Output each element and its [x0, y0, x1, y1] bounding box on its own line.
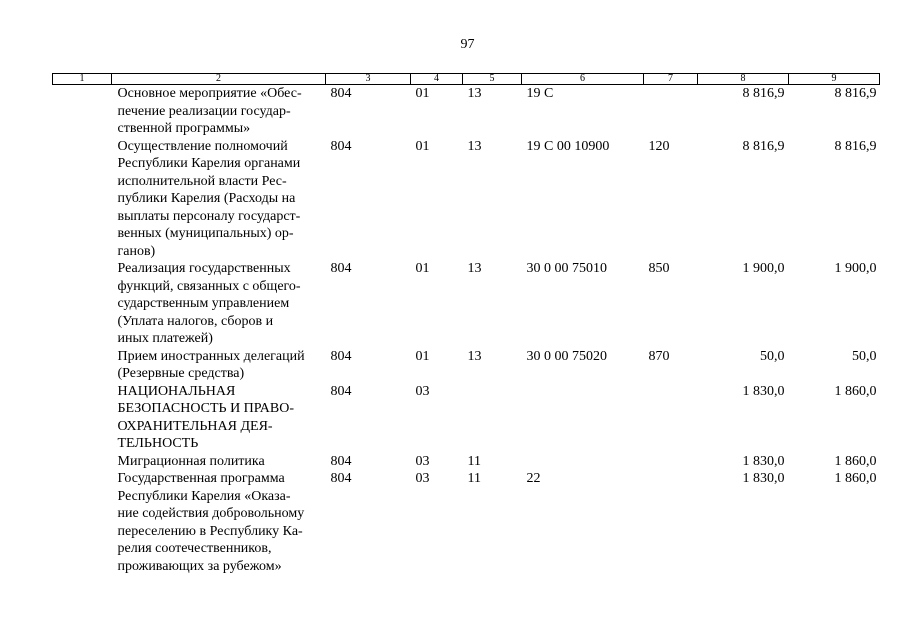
row-year1: 1 830,0 [742, 471, 785, 486]
row-index-cell [53, 348, 112, 383]
row-code: 804 [330, 383, 352, 399]
column-header-5: 5 [463, 74, 522, 85]
table-row [53, 470, 880, 575]
row-year1: 1 900,0 [742, 261, 785, 276]
row-target: 22 [526, 471, 541, 486]
row-section: 01 [415, 138, 430, 154]
row-code: 804 [330, 471, 352, 486]
row-name: НАЦИОНАЛЬНАЯ БЕЗОПАСНОСТЬ И ПРАВО- ОХРАНИТЕЛЬНАЯ ДЕЯ- ТЕЛЬНОСТЬ [117, 383, 295, 451]
row-expense: 120 [648, 138, 670, 154]
header-row [53, 74, 880, 85]
row-year2: 50,0 [852, 348, 877, 364]
row-code: 804 [330, 453, 352, 469]
row-section: 01 [415, 261, 430, 276]
row-expense [644, 470, 698, 575]
row-index-cell [53, 85, 112, 138]
table-row [53, 453, 880, 471]
row-year2: 1 860,0 [834, 453, 877, 469]
column-header-9: 9 [789, 74, 880, 85]
row-code: 804 [330, 86, 352, 101]
row-index-cell [53, 138, 112, 261]
row-name: Государственная программа Республики Карелия «Оказа- ние содействия добровольному переселению в Республику Ка- релия соотечественников, проживающих за рубежом» [117, 471, 305, 574]
row-target: 19 С 00 10900 [526, 138, 610, 154]
row-subsection: 11 [467, 471, 481, 486]
column-header-4: 4 [411, 74, 463, 85]
column-header-7: 7 [644, 74, 698, 85]
row-subsection: 13 [467, 138, 482, 154]
row-expense [644, 383, 698, 453]
column-header-2: 2 [112, 74, 326, 85]
row-name: Миграционная политика [117, 453, 265, 469]
row-name: Прием иностранных делегаций (Резервные средства) [117, 348, 305, 381]
row-index-cell [53, 470, 112, 575]
table-row [53, 138, 880, 261]
row-expense [644, 85, 698, 138]
column-header-6: 6 [522, 74, 644, 85]
row-subsection: 13 [467, 348, 482, 364]
row-expense [644, 453, 698, 471]
row-expense: 870 [648, 348, 670, 364]
budget-table [52, 73, 880, 575]
row-index-cell [53, 383, 112, 453]
row-year1: 8 816,9 [742, 138, 785, 154]
row-subsection [463, 383, 522, 453]
column-header-3: 3 [326, 74, 411, 85]
table-row [53, 383, 880, 453]
row-section: 03 [415, 383, 430, 399]
table-row [53, 85, 880, 138]
row-target: 19 С [526, 86, 554, 101]
row-index-cell [53, 260, 112, 348]
table-row [53, 260, 880, 348]
row-name: Основное мероприятие «Обес- печение реализации государ- ственной программы» [117, 86, 302, 136]
row-subsection: 13 [467, 261, 482, 276]
column-header-1: 1 [53, 74, 112, 85]
row-year2: 1 860,0 [834, 383, 877, 399]
row-year2: 8 816,9 [834, 138, 877, 154]
row-section: 03 [415, 471, 430, 486]
row-target [522, 383, 644, 453]
row-year2: 1 860,0 [834, 471, 877, 486]
column-header-8: 8 [698, 74, 789, 85]
row-year2: 1 900,0 [834, 261, 877, 276]
page-number: 97 [460, 37, 475, 52]
row-target [522, 453, 644, 471]
row-name: Осуществление полномочий Республики Карелия органами исполнительной власти Рес- публики Карелия (Расходы на выплаты персоналу государст- венных (муниципальных) ор- ганов) [117, 138, 301, 259]
row-section: 03 [415, 453, 430, 469]
row-subsection: 13 [467, 86, 482, 101]
row-code: 804 [330, 348, 352, 364]
row-year1: 1 830,0 [742, 383, 785, 399]
table-row [53, 348, 880, 383]
row-code: 804 [330, 261, 352, 276]
row-section: 01 [415, 86, 430, 101]
row-expense: 850 [648, 261, 670, 276]
row-index-cell [53, 453, 112, 471]
row-year1: 1 830,0 [742, 453, 785, 469]
row-year2: 8 816,9 [834, 86, 877, 101]
row-year1: 50,0 [760, 348, 785, 364]
row-section: 01 [415, 348, 430, 364]
row-target: 30 0 00 75010 [526, 261, 607, 276]
row-name: Реализация государственных функций, связанных с общего- сударственным управлением (Уплата налогов, сборов и иных платежей) [117, 261, 301, 346]
row-code: 804 [330, 138, 352, 154]
row-year1: 8 816,9 [742, 86, 785, 101]
row-subsection: 11 [467, 453, 481, 469]
row-target: 30 0 00 75020 [526, 348, 607, 364]
